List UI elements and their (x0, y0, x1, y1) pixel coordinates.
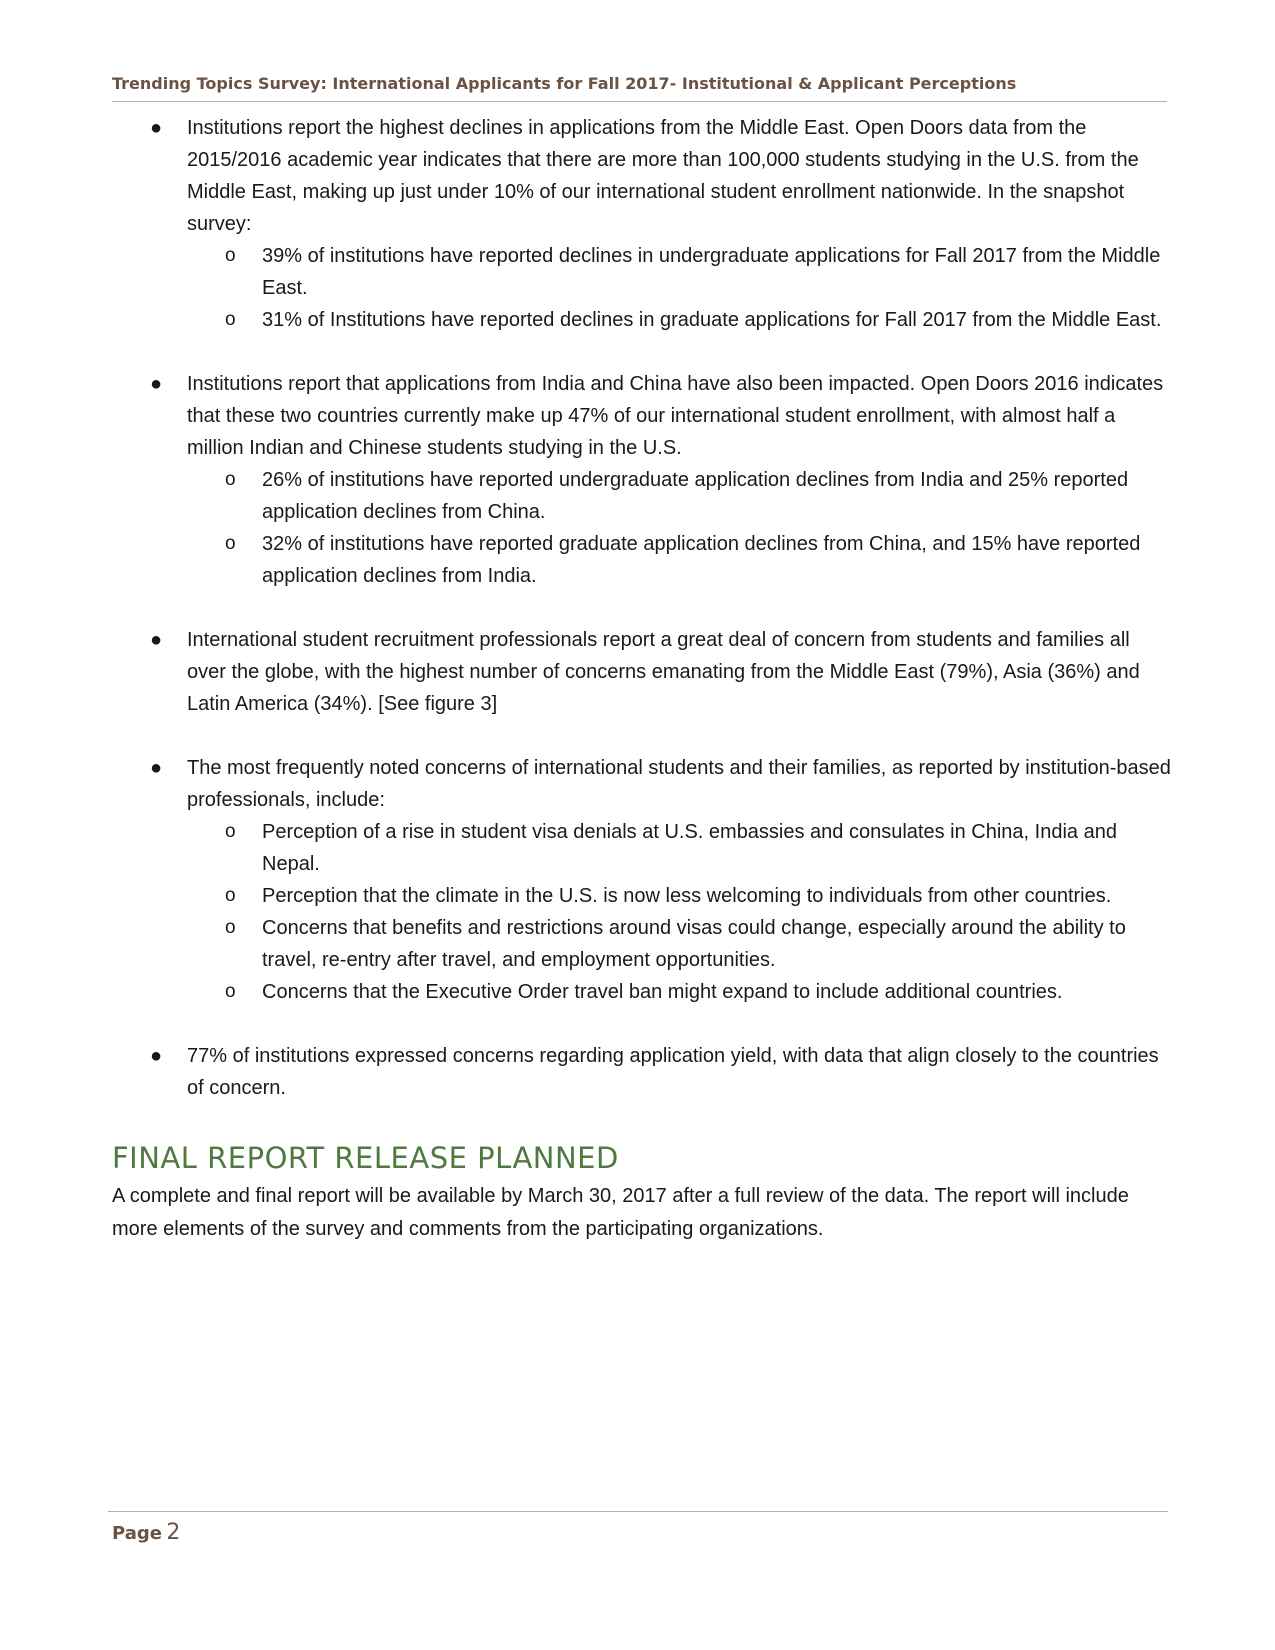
sub-list-item (187, 464, 1172, 528)
sub-bullet-text: 39% of institutions have reported declines in undergraduate applications for Fall 2017 from the Middle East. (262, 245, 1161, 299)
bullet-icon: ● (150, 1045, 163, 1067)
bullet-text: Institutions report the highest declines in applications from the Middle East. Open Doors data from the 2015/2016 academic year indicates that there are more than 100,000 students studying in the U.S. from the Middle East, making up just under 10% of our international student enrollment nationwide. In the snapshot survey: (187, 117, 1139, 235)
sub-bullet-text: 31% of Institutions have reported declines in graduate applications for Fall 2017 from the Middle East. (262, 309, 1162, 331)
sub-bullet-list (187, 464, 1172, 592)
circle-bullet-icon: o (225, 245, 236, 266)
sub-bullet-text: Perception of a rise in student visa denials at U.S. embassies and consulates in China, India and Nepal. (262, 821, 1117, 875)
document-body (112, 112, 1172, 1246)
sub-list-item (187, 880, 1172, 912)
running-header (112, 74, 1167, 102)
bullet-list (112, 112, 1172, 1104)
page-number-line (112, 1520, 180, 1545)
list-item (112, 368, 1172, 592)
circle-bullet-icon: o (225, 981, 236, 1002)
sub-list-item (187, 240, 1172, 304)
bullet-text: 77% of institutions expressed concerns regarding application yield, with data that align closely to the countries of concern. (187, 1045, 1159, 1099)
sub-bullet-text: Perception that the climate in the U.S. is now less welcoming to individuals from other countries. (262, 885, 1112, 907)
bullet-icon: ● (150, 117, 163, 139)
sub-list-item (187, 816, 1172, 880)
circle-bullet-icon: o (225, 821, 236, 842)
sub-bullet-text: Concerns that the Executive Order travel ban might expand to include additional countries. (262, 981, 1063, 1003)
page-number: 2 (166, 1520, 181, 1545)
bullet-text: The most frequently noted concerns of international students and their families, as reported by institution-based professionals, include: (187, 757, 1171, 811)
sub-bullet-text: 26% of institutions have reported undergraduate application declines from India and 25% reported application declines from China. (262, 469, 1129, 523)
sub-list-item (187, 912, 1172, 976)
bullet-text: International student recruitment professionals report a great deal of concern from students and families all over the globe, with the highest number of concerns emanating from the Middle East (79%), Asia (36%) and Latin America (34%). [See figure 3] (187, 629, 1140, 715)
section-body: A complete and final report will be available by March 30, 2017 after a full review of the data. The report will include more elements of the survey and comments from the participating organizations. (112, 1185, 1129, 1240)
bullet-text: Institutions report that applications from India and China have also been impacted. Open Doors 2016 indicates that these two countries currently make up 47% of our international student enrollment, with almost half a million Indian and Chinese students studying in the U.S. (187, 373, 1164, 459)
sub-bullet-list (187, 240, 1172, 336)
circle-bullet-icon: o (225, 885, 236, 906)
list-item (112, 112, 1172, 336)
circle-bullet-icon: o (225, 533, 236, 554)
section-heading: FINAL REPORT RELEASE PLANNED (112, 1141, 619, 1175)
circle-bullet-icon: o (225, 469, 236, 490)
circle-bullet-icon: o (225, 309, 236, 330)
page-label: Page (112, 1523, 162, 1544)
page-footer (108, 1511, 1168, 1545)
bullet-icon: ● (150, 757, 163, 779)
sub-list-item (187, 976, 1172, 1008)
list-item (112, 1040, 1172, 1104)
bullet-icon: ● (150, 373, 163, 395)
sub-list-item (187, 528, 1172, 592)
circle-bullet-icon: o (225, 917, 236, 938)
sub-bullet-text: Concerns that benefits and restrictions around visas could change, especially around the ability to travel, re-entry after travel, and employment opportunities. (262, 917, 1126, 971)
sub-bullet-text: 32% of institutions have reported graduate application declines from China, and 15% have reported application declines from India. (262, 533, 1141, 587)
bullet-icon: ● (150, 629, 163, 651)
list-item (112, 752, 1172, 1008)
list-item (112, 624, 1172, 720)
sub-bullet-list (187, 816, 1172, 1008)
running-header-title: Trending Topics Survey: International Applicants for Fall 2017- Institutional & Applicant Perceptions (112, 74, 1017, 93)
sub-list-item (187, 304, 1172, 336)
